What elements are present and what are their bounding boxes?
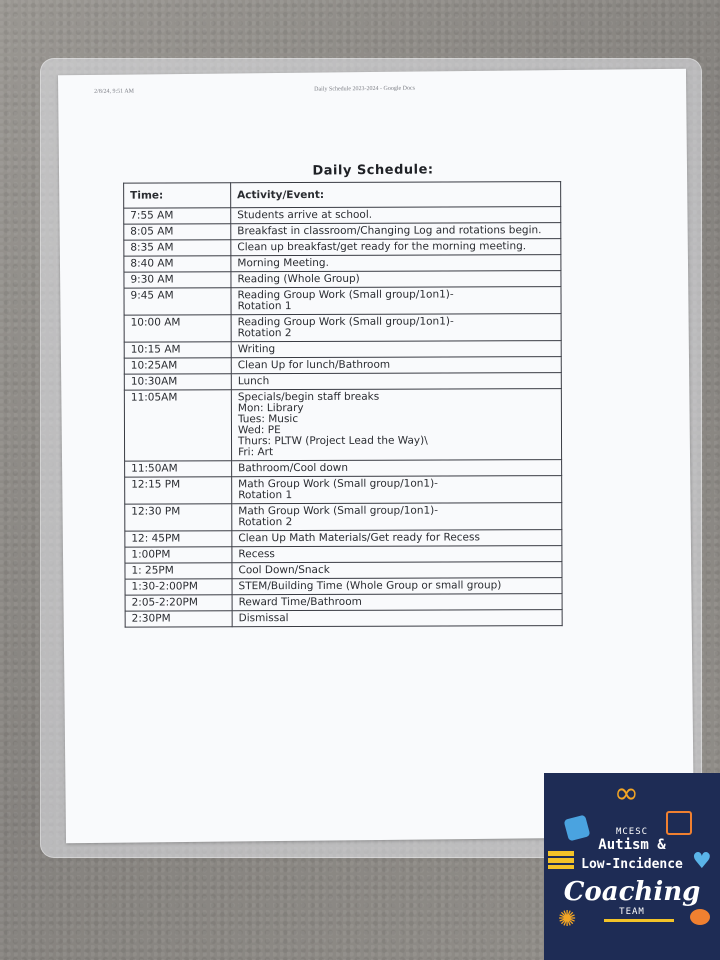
time-cell: 1:00PM <box>125 547 232 563</box>
activity-line: Tues: Music <box>237 413 299 426</box>
activity-cell <box>231 239 561 256</box>
activity-line: Reading Group Work (Small group/1on1)- <box>237 315 454 329</box>
time-cell: 10:25AM <box>124 358 231 374</box>
table-row <box>125 530 562 548</box>
table-row <box>124 239 561 257</box>
activity-line: Cool Down/Snack <box>238 563 330 577</box>
logo-line-coaching: Coaching <box>563 877 701 907</box>
time-cell: 10:30AM <box>124 374 231 390</box>
column-header-time: Time: <box>124 183 231 208</box>
table-row <box>125 562 562 580</box>
activity-cell <box>232 503 562 531</box>
time-cell: 7:55 AM <box>124 208 231 224</box>
activity-cell <box>231 389 561 461</box>
activity-cell <box>232 530 562 547</box>
table-row <box>124 271 561 289</box>
activity-cell <box>231 314 561 342</box>
activity-cell <box>231 223 561 240</box>
schedule-paper <box>58 69 694 844</box>
activity-line: Wed: PE <box>237 424 281 437</box>
activity-cell <box>232 562 562 579</box>
activity-cell <box>231 341 561 358</box>
logo-org-name: MCESC <box>615 827 649 837</box>
print-header-timestamp: 2/8/24, 9:51 AM <box>94 88 135 95</box>
logo-line-team: TEAM <box>619 907 645 917</box>
activity-cell <box>232 578 562 595</box>
table-row <box>125 546 562 564</box>
table-row <box>124 341 561 359</box>
schedule-table <box>123 181 563 628</box>
table-row <box>124 207 561 225</box>
activity-line: Writing <box>237 343 276 356</box>
table-row <box>124 223 561 241</box>
table-row <box>125 610 562 628</box>
activity-cell <box>232 610 562 627</box>
activity-line: Rotation 1 <box>238 489 293 502</box>
time-cell: 1: 25PM <box>125 563 232 579</box>
table-row <box>124 314 561 343</box>
lightbulb-icon: ✺ <box>558 907 577 932</box>
activity-line: Math Group Work (Small group/1on1)- <box>238 504 439 518</box>
time-cell: 10:00 AM <box>124 315 231 342</box>
time-cell: 12:15 PM <box>125 477 232 504</box>
activity-cell <box>231 207 561 224</box>
activity-line: Reading Group Work (Small group/1on1)- <box>237 288 454 302</box>
pencil-icon <box>604 919 674 922</box>
print-header <box>94 83 646 95</box>
activity-line: Clean up breakfast/get ready for the morning meeting. <box>237 240 527 254</box>
activity-line: Lunch <box>237 375 270 388</box>
activity-line: Clean Up for lunch/Bathroom <box>237 358 391 372</box>
activity-line: Rotation 1 <box>237 300 292 313</box>
table-row <box>124 357 561 375</box>
time-cell: 11:05AM <box>124 390 231 461</box>
activity-line: Reading (Whole Group) <box>237 272 360 286</box>
activity-line: Specials/begin staff breaks <box>237 390 380 404</box>
time-cell: 9:30 AM <box>124 272 231 288</box>
heart-icon: ♥ <box>692 849 712 874</box>
time-cell: 11:50AM <box>125 461 232 477</box>
table-row <box>124 389 561 462</box>
table-header-row <box>124 182 561 209</box>
time-cell: 8:05 AM <box>124 224 231 240</box>
schedule-title: Daily Schedule: <box>312 162 434 179</box>
activity-line: Fri: Art <box>238 446 274 459</box>
activity-cell <box>232 460 562 477</box>
time-cell: 12: 45PM <box>125 531 232 547</box>
time-cell: 10:15 AM <box>124 342 231 358</box>
column-header-activity: Activity/Event: <box>231 182 561 208</box>
table-row <box>124 287 561 316</box>
activity-line: Thurs: PLTW (Project Lead the Way)\ <box>238 434 428 448</box>
time-cell: 8:35 AM <box>124 240 231 256</box>
table-row <box>124 255 561 273</box>
activity-cell <box>231 271 561 288</box>
logo-line-autism: Autism & <box>598 837 666 853</box>
activity-line: Math Group Work (Small group/1on1)- <box>238 477 438 491</box>
activity-line: STEM/Building Time (Whole Group or small group) <box>238 579 502 593</box>
activity-line: Recess <box>238 548 275 561</box>
activity-line: Rotation 2 <box>237 327 292 340</box>
time-cell: 2:05-2:20PM <box>125 595 232 611</box>
activity-line: Reward Time/Bathroom <box>238 595 362 609</box>
time-cell: 8:40 AM <box>124 256 231 272</box>
activity-line: Dismissal <box>238 612 289 625</box>
logo-line-low-incidence: Low-Incidence <box>581 857 683 872</box>
activity-cell <box>232 594 562 611</box>
schedule-body <box>124 207 562 628</box>
table-row <box>125 578 562 596</box>
activity-line: Clean Up Math Materials/Get ready for Recess <box>238 531 480 545</box>
activity-cell <box>232 546 562 563</box>
table-row <box>125 503 562 532</box>
activity-cell <box>231 255 561 272</box>
table-row <box>125 460 562 478</box>
table-row <box>125 594 562 612</box>
time-cell: 9:45 AM <box>124 288 231 315</box>
activity-cell <box>231 373 561 390</box>
activity-cell <box>232 476 562 504</box>
activity-cell <box>231 357 561 374</box>
table-row <box>125 476 562 505</box>
activity-line: Breakfast in classroom/Changing Log and rotations begin. <box>237 224 542 238</box>
activity-line: Rotation 2 <box>238 516 293 529</box>
table-row <box>124 373 561 391</box>
activity-line: Morning Meeting. <box>237 256 329 270</box>
activity-line: Mon: Library <box>237 402 304 415</box>
print-header-doc-name: Daily Schedule 2023-2024 - Google Docs <box>314 85 416 93</box>
activity-line: Bathroom/Cool down <box>238 461 349 475</box>
activity-line: Students arrive at school. <box>237 208 373 222</box>
activity-cell <box>231 287 561 315</box>
coaching-team-logo <box>544 773 720 960</box>
time-cell: 2:30PM <box>125 611 232 627</box>
time-cell: 1:30-2:00PM <box>125 579 232 595</box>
time-cell: 12:30 PM <box>125 504 232 531</box>
infinity-icon: ∞ <box>614 776 639 811</box>
